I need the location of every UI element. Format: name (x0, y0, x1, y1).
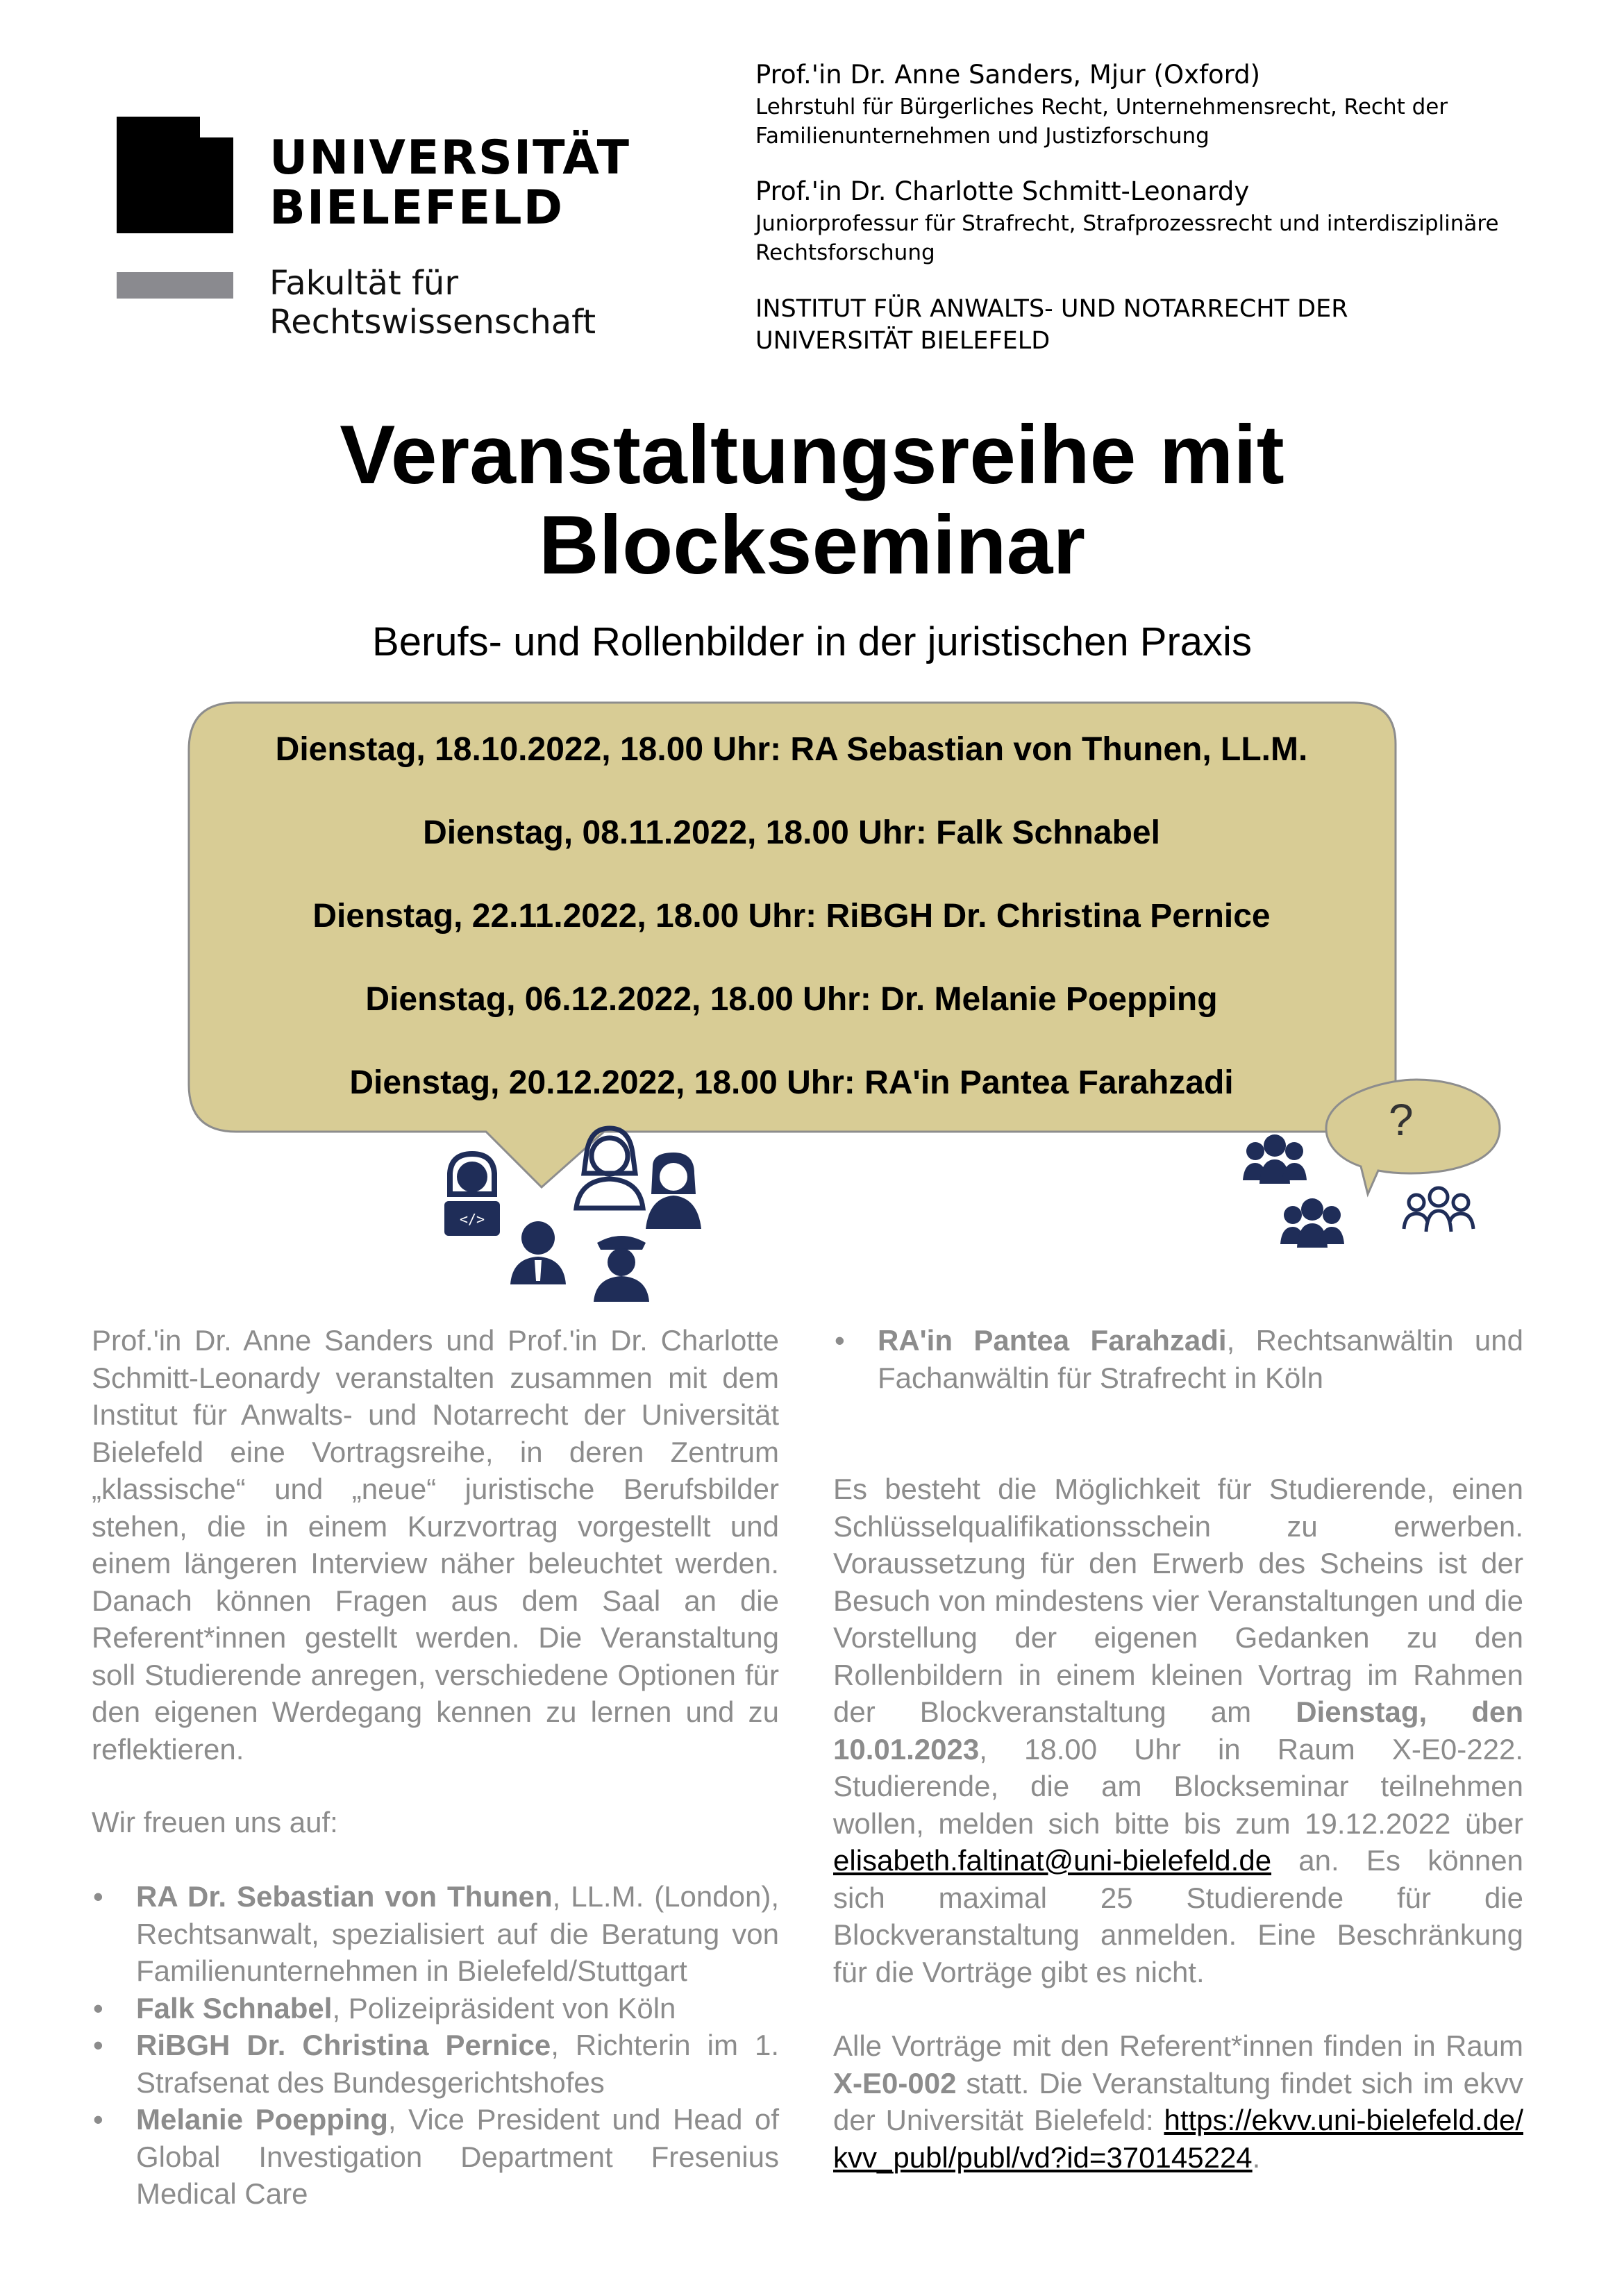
speaker-name: Melanie Poepping (136, 2103, 388, 2136)
speaker-list-right (835, 1322, 1523, 1396)
prof2-chair-line2: Rechtsforschung (755, 240, 935, 265)
prof2-chair-line1: Juniorprofessur für Strafrecht, Strafprozessrecht und interdisziplinäre (755, 211, 1499, 236)
registration-text: , 18.00 Uhr in Raum X-E0-222. Studierende, die am Blockseminar teilnehmen wollen, melden sich bitte bis zum 19.12.2022 über (833, 1732, 1523, 1840)
speaker-item: • Falk Schnabel, Polizeipräsident von Köln (93, 1991, 676, 2025)
developer-icon (444, 1154, 500, 1236)
location-paragraph (833, 2027, 1523, 2176)
speaker-item: • RA Dr. Sebastian von Thunen, LL.M. (London), Rechtsanwalt, spezialisiert auf die Beratung von Familienunternehmen in Bielefeld/Stuttgart (93, 1880, 779, 1987)
registration-text: Es besteht die Möglichkeit für Studierende, einen Schlüsselqualifikationsschein zu erwerben. Voraussetzung für den Erwerb des Scheins ist der Besuch von mindestens vier Veranstaltungen und die Vorstellung der eigenen Gedanken zu den Rollenbildern in einem kleinen Vortrag im Rahmen der Blockveranstaltung am (833, 1473, 1523, 1728)
speaker-name: RiBGH Dr. Christina Pernice (136, 2029, 551, 2061)
prof1-chair-line2: Familienunternehmen und Justizforschung (755, 124, 1209, 149)
group-icon-1 (1243, 1134, 1307, 1184)
schedule-speech-bubble (189, 703, 1396, 1187)
speaker-desc: , Polizeipräsident von Köln (332, 1991, 676, 2025)
room-number: X-E0-002 (833, 2066, 957, 2100)
group-icon-2 (1280, 1198, 1344, 1248)
university-name: UNIVERSITÄT BIELEFELD (269, 131, 630, 235)
schedule-item-3: Dienstag, 22.11.2022, 18.00 Uhr: RiBGH Dr. Christina Pernice (312, 898, 1271, 935)
page-subtitle: Berufs- und Rollenbilder in der juristischen Praxis (372, 619, 1252, 664)
speaker-item: • Melanie Poepping, Vice President und Head of Global Investigation Department Fresenius Medical Care (93, 2103, 779, 2210)
ekvv-link[interactable]: https://ekvv.uni-bielefeld.de/kvv_publ/publ/vd?id=370145224 (833, 2104, 1523, 2174)
registration-text: an. Es können sich maximal 25 Studierende für die Blockveranstaltung anmelden. Eine Beschränkung für die Vorträge gibt es nicht. (833, 1844, 1523, 1988)
speaker-list-left (93, 1878, 779, 2213)
speaker-item: • RiBGH Dr. Christina Pernice, Richterin im 1. Strafsenat des Bundesgerichtshofes (93, 2029, 779, 2099)
schedule-item-2: Dienstag, 08.11.2022, 18.00 Uhr: Falk Schnabel (423, 814, 1160, 851)
speaker-desc: , LL.M. (London), Rechtsanwalt, spezialisiert auf die Beratung von Familienunternehmen in Bielefeld/Stuttgart (136, 1880, 779, 1987)
speaker-desc: , Rechtsanwältin und Fachanwältin für Strafrecht in Köln (878, 1324, 1523, 1394)
registration-paragraph (833, 1470, 1523, 1991)
seminar-date: Dienstag, den 10.01.2023 (833, 1695, 1523, 1766)
prof2-name: Prof.'in Dr. Charlotte Schmitt-Leonardy (755, 176, 1250, 206)
speaker-item: • RA'in Pantea Farahzadi, Rechtsanwältin und Fachanwältin für Strafrecht in Köln (835, 1324, 1523, 1394)
woman-icon (646, 1153, 701, 1229)
schedule-item-4: Dienstag, 06.12.2022, 18.00 Uhr: Dr. Melanie Poepping (365, 981, 1218, 1018)
location-text: . (1252, 2140, 1261, 2174)
page-title: Veranstaltungsreihe mit Blockseminar (340, 408, 1284, 592)
institute-line1: INSTITUT FÜR ANWALTS- UND NOTARRECHT DER (755, 295, 1348, 323)
svg-text:</>: </> (459, 1211, 485, 1227)
prof1-name: Prof.'in Dr. Anne Sanders, Mjur (Oxford) (755, 60, 1261, 90)
location-text: Alle Vorträge mit den Referent*innen finden in Raum (833, 2029, 1523, 2062)
speaker-name: RA'in Pantea Farahzadi (878, 1324, 1227, 1357)
speaker-name: RA Dr. Sebastian von Thunen (136, 1880, 553, 1913)
registration-email-link[interactable]: elisabeth.faltinat@uni-bielefeld.de (833, 1844, 1272, 1877)
question-mark: ? (1389, 1095, 1414, 1145)
group-outline-icon (1404, 1188, 1473, 1232)
speaker-desc: , Vice President und Head of Global Investigation Department Fresenius Medical Care (136, 2103, 779, 2210)
businessman-icon (510, 1221, 566, 1284)
speaker-name: Falk Schnabel (136, 1991, 333, 2025)
schedule-item-5: Dienstag, 20.12.2022, 18.00 Uhr: RA'in Pantea Farahzadi (349, 1064, 1234, 1101)
police-officer-icon (594, 1236, 649, 1302)
prof1-chair-line1: Lehrstuhl für Bürgerliches Recht, Unternehmensrecht, Recht der (755, 94, 1448, 119)
speaker-desc: , Richterin im 1. Strafsenat des Bundesgerichtshofes (136, 2029, 779, 2099)
faculty-name: Fakultät für Rechtswissenschaft (269, 264, 596, 342)
intro-paragraph: Prof.'in Dr. Anne Sanders und Prof.'in Dr. Charlotte Schmitt-Leonardy veranstalten zusammen mit dem Institut für Anwalts- und Notarrecht der Universität Bielefeld eine Vortragsreihe, in deren Zentrum „klassische“ und „neue“ juristische Berufsbilder stehen, die in einem Kurzvortrag vorgestellt und einem längeren Interview näher beleuchtet werden. Danach können Fragen aus dem Saal an die Referent*innen gestellt werden. Die Veranstaltung soll Studierende anregen, verschiedene Optionen für den eigenen Werdegang kennen zu lernen und zu reflektieren. (92, 1324, 779, 1766)
schedule-item-1: Dienstag, 18.10.2022, 18.00 Uhr: RA Sebastian von Thunen, LL.M. (275, 731, 1308, 768)
location-text: statt. Die Veranstaltung findet sich im ekvv der Universität Bielefeld: (833, 2066, 1523, 2136)
institute-line2: UNIVERSITÄT BIELEFELD (755, 327, 1050, 355)
speakers-lead: Wir freuen uns auf: (92, 1806, 338, 1838)
